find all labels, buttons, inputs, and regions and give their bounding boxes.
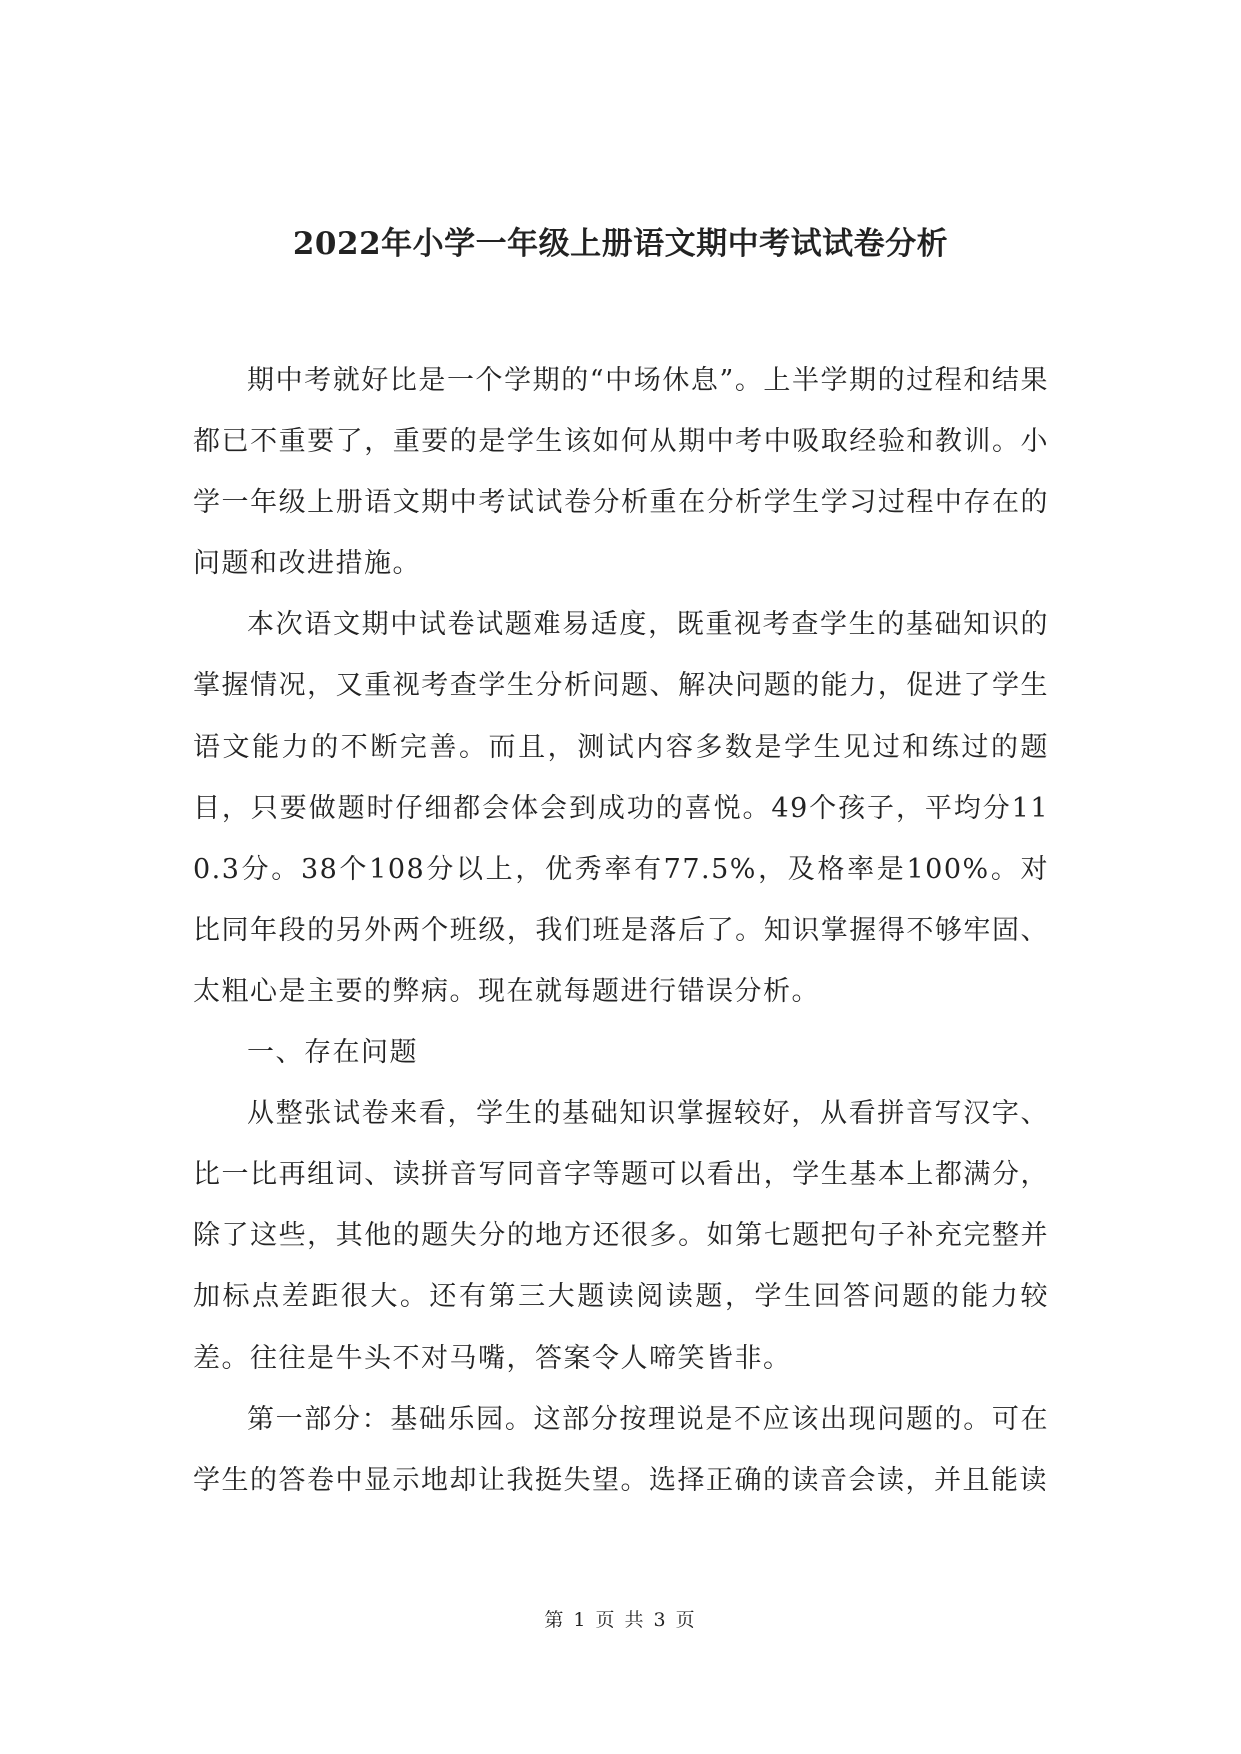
document-body bbox=[193, 350, 1049, 1511]
section-heading-problems: 一、存在问题 bbox=[247, 1037, 418, 1069]
paragraph-problems: 从整张试卷来看，学生的基础知识掌握较好，从看拼音写汉字、比一比再组词、读拼音写同音字等题可以看出，学生基本上都满分，除了这些，其他的题失分的地方还很多。如第七题把句子补充完整并加标点差距很大。还有第三大题读阅读题，学生回答问题的能力较差。往往是牛头不对马嘴，答案令人啼笑皆非。 bbox=[193, 1098, 1049, 1374]
paragraph-part-one: 第一部分：基础乐园。这部分按理说是不应该出现问题的。可在学生的答卷中显示地却让我挺失望。选择正确的读音会读，并且能读 bbox=[193, 1403, 1049, 1496]
document-title: 2022年小学一年级上册语文期中考试试卷分析 bbox=[292, 226, 949, 262]
page-footer: 第 1 页 共 3 页 bbox=[544, 1609, 697, 1631]
paragraph-intro: 期中考就好比是一个学期的“中场休息”。上半学期的过程和结果都已不重要了，重要的是学生该如何从期中考中吸取经验和教训。小学一年级上册语文期中考试试卷分析重在分析学生学习过程中存在的问题和改进措施。 bbox=[193, 365, 1049, 580]
paragraph-exam-overview: 本次语文期中试卷试题难易适度，既重视考查学生的基础知识的掌握情况，又重视考查学生分析问题、解决问题的能力，促进了学生语文能力的不断完善。而且，测试内容多数是学生见过和练过的题目，只要做题时仔细都会体会到成功的喜悦。49个孩子，平均分110.3分。38个108分以上，优秀率有77.5%，及格率是100%。对比同年段的另外两个班级，我们班是落后了。知识掌握得不够牢固、太粗心是主要的弊病。现在就每题进行错误分析。 bbox=[193, 609, 1049, 1007]
